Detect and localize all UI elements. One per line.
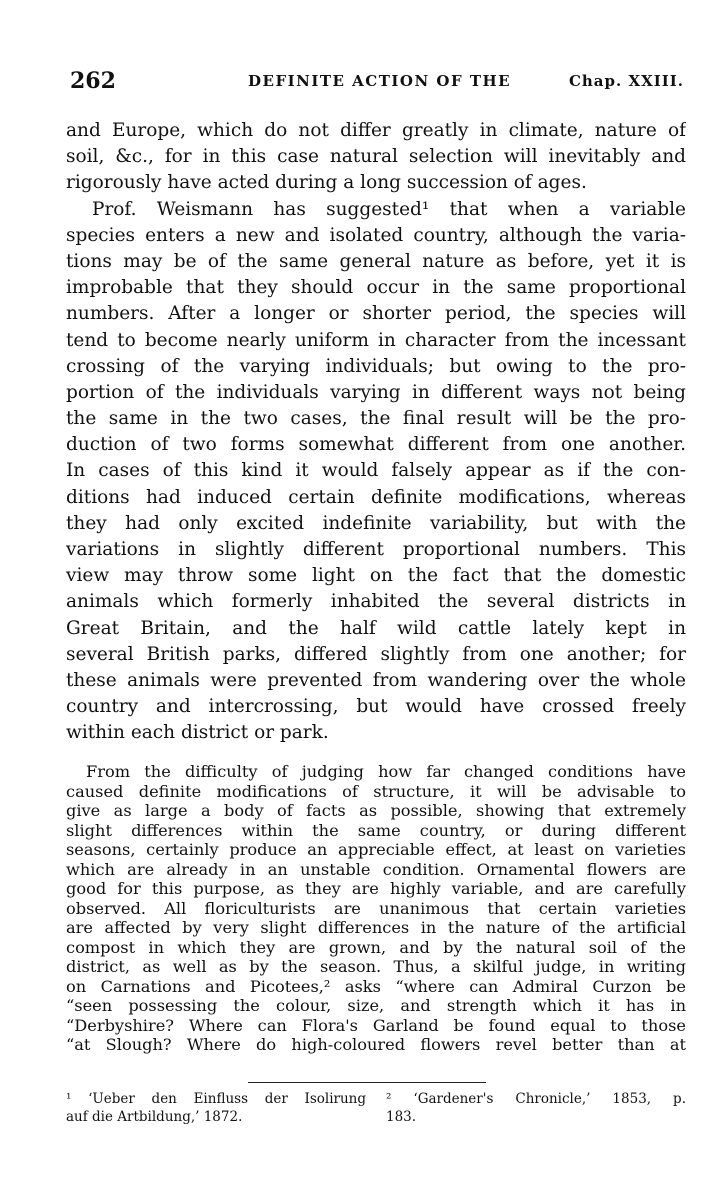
text-line: these animals were prevented from wandering over the whole <box>66 669 686 691</box>
text-line: tend to become nearly uniform in character from the incessant <box>66 329 686 351</box>
chapter-label: Chap. XXIII. <box>568 72 684 90</box>
page-header <box>70 68 684 98</box>
small-text-line: give as large a body of facts as possible, showing that extremely <box>66 801 686 820</box>
small-text-line: which are already in an unstable condition. Ornamental flowers are <box>66 859 686 879</box>
footnote-2 <box>386 1090 686 1126</box>
small-text-line: seasons, certainly produce an appreciable effect, at least on varieties <box>66 840 686 859</box>
text-line: species enters a new and isolated country, although the varia- <box>66 224 686 246</box>
small-text-line: district, as well as by the season. Thus, a skilful judge, in writing <box>66 957 686 976</box>
small-text-line: are affected by very slight differences in the nature of the artificial <box>66 918 686 937</box>
text-line: several British parks, differed slightly from one another; for <box>66 643 686 665</box>
text-line: improbable that they should occur in the same proportional <box>66 277 686 299</box>
text-line: In cases of this kind it would falsely appear as if the con- <box>66 460 686 482</box>
text-line: within each district or park. <box>66 722 329 744</box>
text-line: they had only excited indefinite variability, but with the <box>66 512 686 534</box>
text-line: numbers. After a longer or shorter period, the species will <box>66 303 686 325</box>
footnote-line: ¹ ‘Ueber den Einfluss der Isolirung <box>66 1091 366 1107</box>
page-number: 262 <box>70 68 116 94</box>
text-line: animals which formerly inhabited the several districts in <box>66 591 686 613</box>
footnote-line: ² ‘Gardener's Chronicle,’ 1853, p. <box>386 1091 686 1107</box>
small-text-line: From the difficulty of judging how far changed conditions have <box>86 762 686 781</box>
small-text-line: on Carnations and Picotees,² asks “where can Admiral Curzon be <box>66 976 686 996</box>
text-line: view may throw some light on the fact that the domestic <box>66 565 686 587</box>
text-line: duction of two forms somewhat different from one another. <box>66 434 686 456</box>
small-text-line: compost in which they are grown, and by the natural soil of the <box>66 937 686 957</box>
text-line: variations in slightly different proportional numbers. This <box>66 539 686 560</box>
small-text-line: slight differences within the same country, or during different <box>66 820 686 840</box>
main-text-block <box>66 118 686 747</box>
small-text-line: “at Slough? Where do high-coloured flowers revel better than at <box>66 1035 686 1054</box>
text-line: portion of the individuals varying in different ways not being <box>66 381 686 403</box>
small-print-block <box>66 762 686 1055</box>
text-line: the same in the two cases, the final result will be the pro- <box>66 408 686 430</box>
small-text-line: observed. All floriculturists are unanimous that certain varieties <box>66 898 686 918</box>
footnote-line: auf die Artbildung,’ 1872. <box>66 1109 243 1125</box>
small-text-line: “Derbyshire? Where can Flora's Garland be found equal to those <box>66 1015 686 1035</box>
text-line: crossing of the varying individuals; but owing to the pro- <box>66 355 686 377</box>
text-line: Great Britain, and the half wild cattle lately kept in <box>66 617 686 639</box>
small-text-line: “seen possessing the colour, size, and strength which it has in <box>66 996 686 1015</box>
small-text-line: caused definite modifications of structure, it will be advisable to <box>66 781 686 801</box>
text-line: Prof. Weismann has suggested¹ that when a variable <box>92 198 686 220</box>
text-line: and Europe, which do not differ greatly in climate, nature of <box>66 120 686 141</box>
footnote-divider <box>248 1082 486 1083</box>
text-line: soil, &c., for in this case natural selection will inevitably and <box>66 146 686 168</box>
small-text-line: good for this purpose, as they are highly variable, and are carefully <box>66 879 686 898</box>
text-line: tions may be of the same general nature as before, yet it is <box>66 250 686 272</box>
running-title: DEFINITE ACTION OF THE <box>248 72 512 90</box>
text-line: rigorously have acted during a long succession of ages. <box>66 172 587 194</box>
footnote-line: 183. <box>386 1109 417 1125</box>
footnote-1 <box>66 1090 366 1126</box>
text-line: ditions had induced certain definite modifications, whereas <box>66 486 686 508</box>
text-line: country and intercrossing, but would have crossed freely <box>66 696 686 718</box>
